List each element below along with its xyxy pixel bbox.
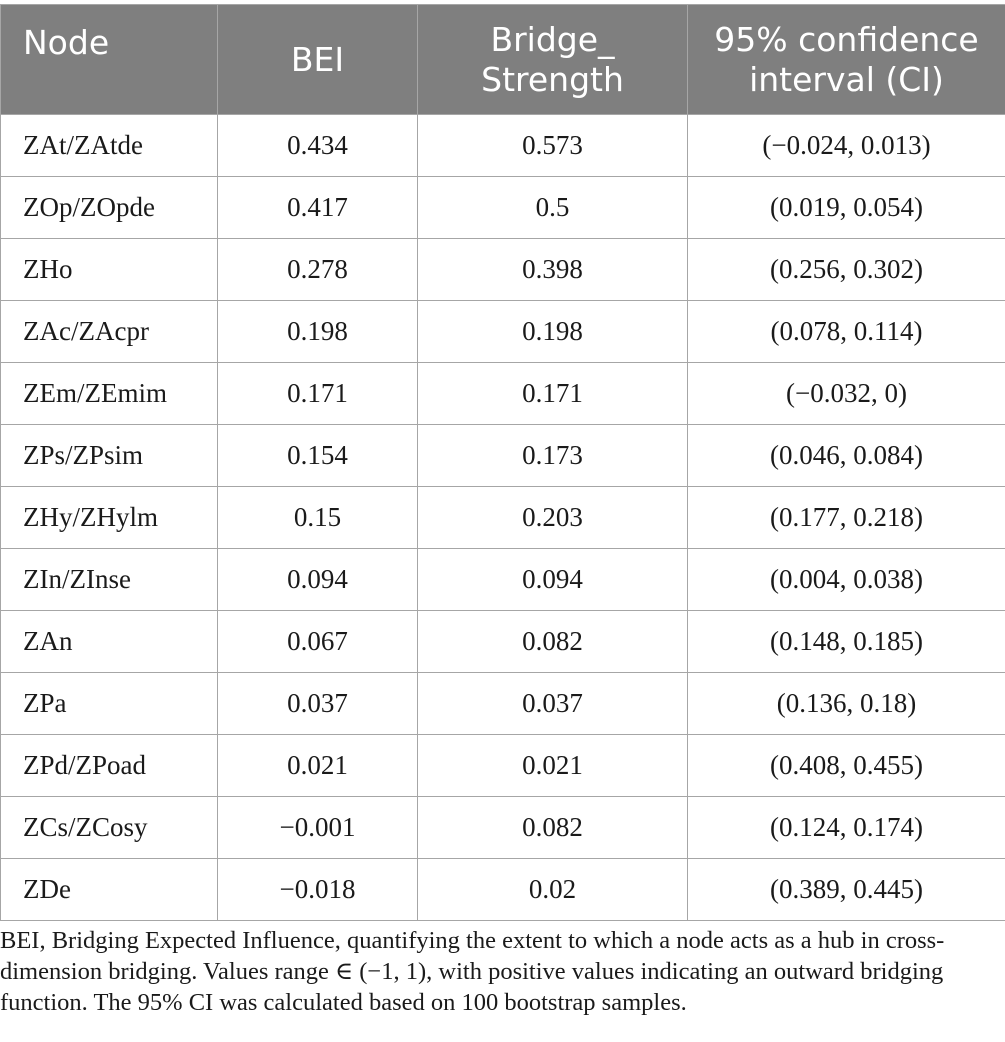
cell-bei: 0.067	[218, 611, 418, 673]
table-row	[1, 301, 1005, 363]
table-row	[1, 673, 1005, 735]
cell-confidence-interval: (0.004, 0.038)	[688, 549, 1005, 611]
cell-node: ZAn	[1, 611, 218, 673]
cell-bridge-strength: 0.082	[418, 797, 688, 859]
cell-bei: 0.434	[218, 115, 418, 177]
table-row	[1, 797, 1005, 859]
cell-bridge-strength: 0.171	[418, 363, 688, 425]
cell-confidence-interval: (0.046, 0.084)	[688, 425, 1005, 487]
cell-bridge-strength: 0.203	[418, 487, 688, 549]
cell-bei: −0.001	[218, 797, 418, 859]
cell-confidence-interval: (0.408, 0.455)	[688, 735, 1005, 797]
cell-bei: 0.037	[218, 673, 418, 735]
cell-confidence-interval: (0.256, 0.302)	[688, 239, 1005, 301]
cell-node: ZEm/ZEmim	[1, 363, 218, 425]
cell-bei: 0.021	[218, 735, 418, 797]
cell-confidence-interval: (0.148, 0.185)	[688, 611, 1005, 673]
cell-confidence-interval: (0.389, 0.445)	[688, 859, 1005, 921]
cell-node: ZDe	[1, 859, 218, 921]
table-row	[1, 859, 1005, 921]
cell-confidence-interval: (−0.032, 0)	[688, 363, 1005, 425]
cell-confidence-interval: (0.078, 0.114)	[688, 301, 1005, 363]
bridging-influence-table	[0, 4, 1005, 921]
table-row	[1, 425, 1005, 487]
table-body	[1, 115, 1005, 921]
cell-bei: 0.417	[218, 177, 418, 239]
cell-bridge-strength: 0.173	[418, 425, 688, 487]
table-row	[1, 177, 1005, 239]
cell-bridge-strength: 0.573	[418, 115, 688, 177]
cell-bridge-strength: 0.5	[418, 177, 688, 239]
header-row	[1, 5, 1005, 115]
cell-bei: 0.198	[218, 301, 418, 363]
table-row	[1, 735, 1005, 797]
table-row	[1, 239, 1005, 301]
table-row	[1, 487, 1005, 549]
cell-node: ZAc/ZAcpr	[1, 301, 218, 363]
header-confidence-interval: 95% confidence interval (CI)	[688, 5, 1005, 115]
cell-bei: 0.094	[218, 549, 418, 611]
cell-node: ZAt/ZAtde	[1, 115, 218, 177]
cell-confidence-interval: (0.177, 0.218)	[688, 487, 1005, 549]
cell-bei: −0.018	[218, 859, 418, 921]
cell-bridge-strength: 0.02	[418, 859, 688, 921]
cell-bridge-strength: 0.021	[418, 735, 688, 797]
cell-confidence-interval: (−0.024, 0.013)	[688, 115, 1005, 177]
cell-bei: 0.15	[218, 487, 418, 549]
table-row	[1, 549, 1005, 611]
cell-confidence-interval: (0.124, 0.174)	[688, 797, 1005, 859]
table-header	[1, 5, 1005, 115]
cell-node: ZOp/ZOpde	[1, 177, 218, 239]
header-bridge-strength: Bridge_ Strength	[418, 5, 688, 115]
table-row	[1, 363, 1005, 425]
cell-node: ZCs/ZCosy	[1, 797, 218, 859]
cell-node: ZHo	[1, 239, 218, 301]
cell-bridge-strength: 0.082	[418, 611, 688, 673]
table-container	[0, 4, 1005, 921]
table-row	[1, 115, 1005, 177]
cell-node: ZPd/ZPoad	[1, 735, 218, 797]
cell-confidence-interval: (0.136, 0.18)	[688, 673, 1005, 735]
cell-bei: 0.154	[218, 425, 418, 487]
header-node: Node	[1, 5, 218, 115]
cell-bridge-strength: 0.037	[418, 673, 688, 735]
cell-node: ZPa	[1, 673, 218, 735]
cell-bridge-strength: 0.198	[418, 301, 688, 363]
cell-bridge-strength: 0.094	[418, 549, 688, 611]
header-bei: BEI	[218, 5, 418, 115]
cell-bei: 0.278	[218, 239, 418, 301]
cell-node: ZIn/ZInse	[1, 549, 218, 611]
table-footnote: BEI, Bridging Expected Influence, quantifying the extent to which a node acts as a hub in cross-dimension bridging. Values range ∈ (−1, 1), with positive values indicating an outward bridging function. The 95% CI was calculated based on 100 bootstrap samples.	[0, 927, 945, 1016]
cell-bridge-strength: 0.398	[418, 239, 688, 301]
cell-bei: 0.171	[218, 363, 418, 425]
table-row	[1, 611, 1005, 673]
cell-confidence-interval: (0.019, 0.054)	[688, 177, 1005, 239]
cell-node: ZHy/ZHylm	[1, 487, 218, 549]
cell-node: ZPs/ZPsim	[1, 425, 218, 487]
